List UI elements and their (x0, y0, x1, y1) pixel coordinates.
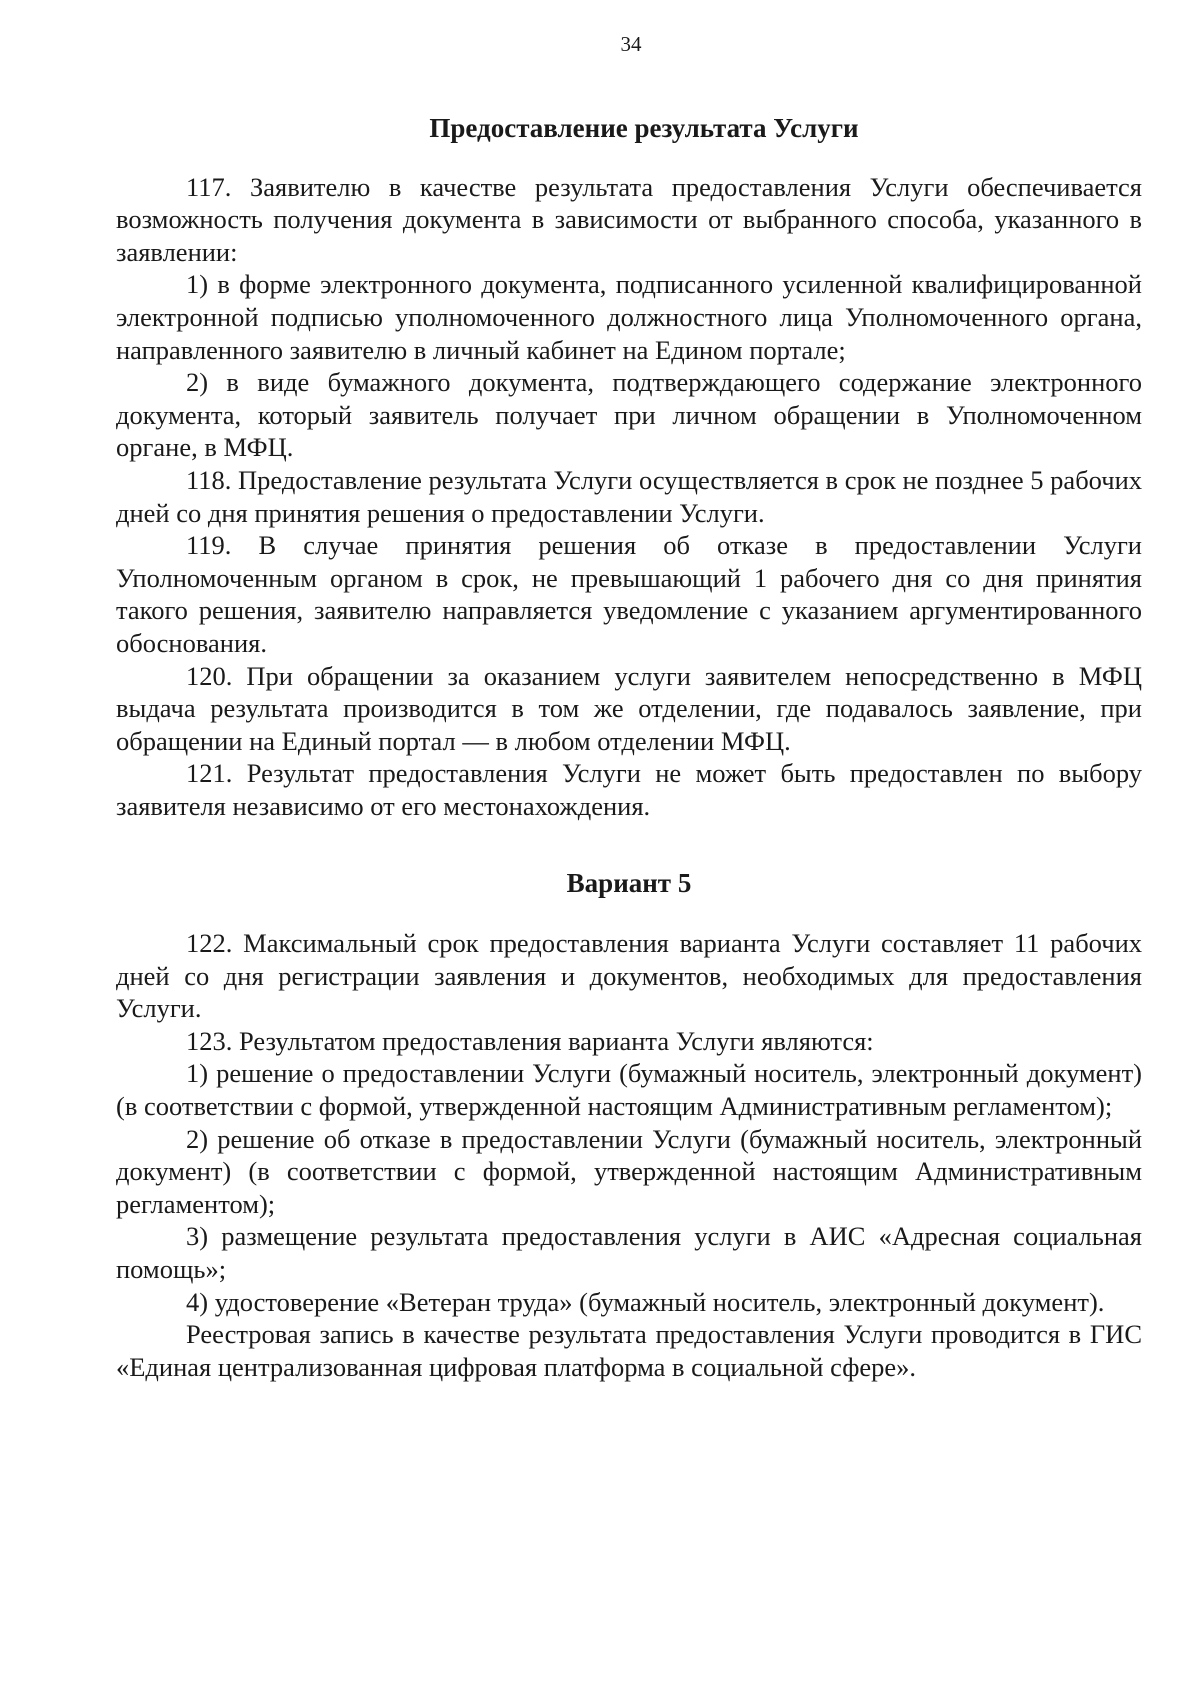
document-body (116, 112, 1142, 1383)
paragraph-123-item-4: 4) удостоверение «Ветеран труда» (бумажный носитель, электронный документ). (186, 1286, 1105, 1317)
paragraph-registry-record: Реестровая запись в качестве результата предоставления Услуги проводится в ГИС «Единая централизованная цифровая платформа в социальной сфере». (116, 1319, 1142, 1382)
paragraph-123-item-1: 1) решение о предоставлении Услуги (бумажный носитель, электронный документ) (в соответствии с формой, утвержденной настоящим Административным регламентом); (116, 1058, 1142, 1122)
paragraph-120: 120. При обращении за оказанием услуги заявителем непосредственно в МФЦ выдача результата производится в том же отделении, где подавалось заявление, при обращении на Единый портал — в любом отделении МФЦ. (116, 660, 1142, 756)
section-heading-variant-5: Вариант 5 (566, 868, 692, 899)
paragraph-117-item-2: 2) в виде бумажного документа, подтверждающего содержание электронного документа, который заявитель получает при личном обращении в Уполномоченном органе, в МФЦ. (116, 367, 1142, 463)
paragraph-123-item-2: 2) решение об отказе в предоставлении Услуги (бумажный носитель, электронный документ) (в соответствии с формой, утвержденной настоящим Административным регламентом); (116, 1123, 1142, 1219)
paragraph-117-item-1: 1) в форме электронного документа, подписанного усиленной квалифицированной электронной подписью уполномоченного должностного лица Уполномоченного органа, направленного заявителю в личный кабинет на Едином портале; (116, 269, 1142, 365)
page-number: 34 (620, 32, 642, 56)
paragraph-121: 121. Результат предоставления Услуги не может быть предоставлен по выбору заявителя независимо от его местонахождения. (116, 758, 1142, 821)
paragraph-117: 117. Заявителю в качестве результата предоставления Услуги обеспечивается возможность получения документа в зависимости от выбранного способа, указанного в заявлении: (116, 171, 1142, 267)
paragraph-123-item-3: 3) размещение результата предоставления услуги в АИС «Адресная социальная помощь»; (116, 1221, 1142, 1284)
paragraph-119: 119. В случае принятия решения об отказе в предоставлении Услуги Уполномоченным органом в срок, не превышающий 1 рабочего дня со дня принятия такого решения, заявителю направляется уведомление с указанием аргументированного обоснования. (116, 530, 1142, 658)
paragraph-123: 123. Результатом предоставления варианта Услуги являются: (186, 1025, 874, 1056)
paragraph-122: 122. Максимальный срок предоставления варианта Услуги составляет 11 рабочих дней со дня регистрации заявления и документов, необходимых для предоставления Услуги. (116, 928, 1142, 1024)
paragraph-118: 118. Предоставление результата Услуги осуществляется в срок не позднее 5 рабочих дней со дня принятия решения о предоставлении Услуги. (116, 464, 1142, 528)
section-heading-result: Предоставление результата Услуги (429, 113, 859, 143)
